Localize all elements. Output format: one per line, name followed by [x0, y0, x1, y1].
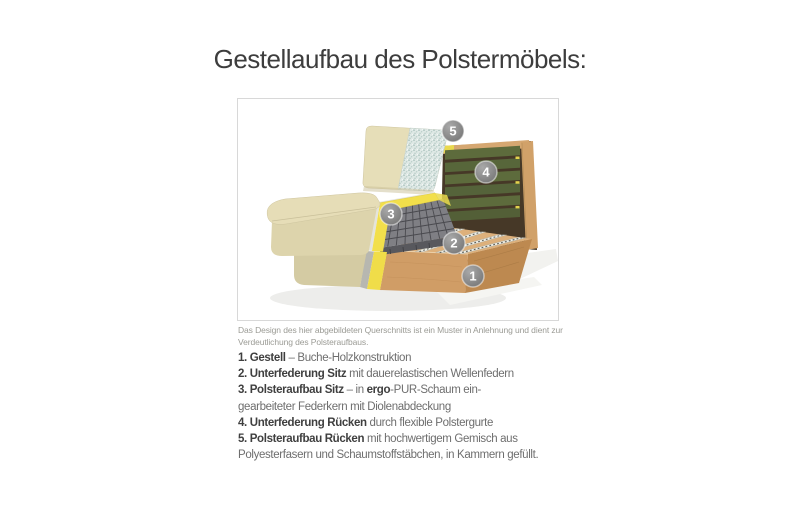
callout-badge-4 — [475, 161, 497, 183]
callout-badge-2 — [443, 232, 465, 254]
svg-text:3: 3 — [387, 206, 395, 222]
list-item: 5. Polsteraufbau Rücken mit hochwertigem Gemisch aus Polyesterfasern und Schaumstoffstäbchen, in Kammern gefüllt. — [238, 433, 539, 462]
svg-text:5: 5 — [449, 123, 457, 139]
list-item: 1. Gestell – Buche-Holzkonstruktion — [238, 352, 412, 364]
sofa-cutaway-illustration — [238, 99, 558, 320]
figure-caption-line2: Verdeutlichung des Polsteraufbaus. — [238, 337, 369, 348]
callout-badge-3 — [380, 203, 402, 225]
callout-badge-1 — [462, 265, 484, 287]
list-item: 2. Unterfederung Sitz mit dauerelastischen Wellenfedern — [238, 368, 514, 381]
svg-text:4: 4 — [482, 164, 490, 180]
figure-caption-line1: Das Design des hier abgebildeten Querschnitts ist ein Muster in Anlehnung und dient zur — [238, 325, 563, 335]
back-cushion — [363, 126, 447, 195]
figure-caption — [238, 324, 568, 349]
list-item: 4. Unterfederung Rücken durch flexible Polstergurte — [238, 416, 494, 429]
svg-text:2: 2 — [450, 235, 458, 251]
callout-badge-5 — [442, 120, 464, 142]
parts-list — [238, 350, 568, 463]
figure-box — [237, 98, 559, 321]
list-item: 3. Polsteraufbau Sitz – in ergo-PUR-Schaum ein- gearbeiteter Federkern mit Diolenabdeckung — [238, 384, 482, 413]
page-title: Gestellaufbau des Polstermöbels: — [213, 44, 587, 74]
svg-text:1: 1 — [469, 268, 477, 284]
